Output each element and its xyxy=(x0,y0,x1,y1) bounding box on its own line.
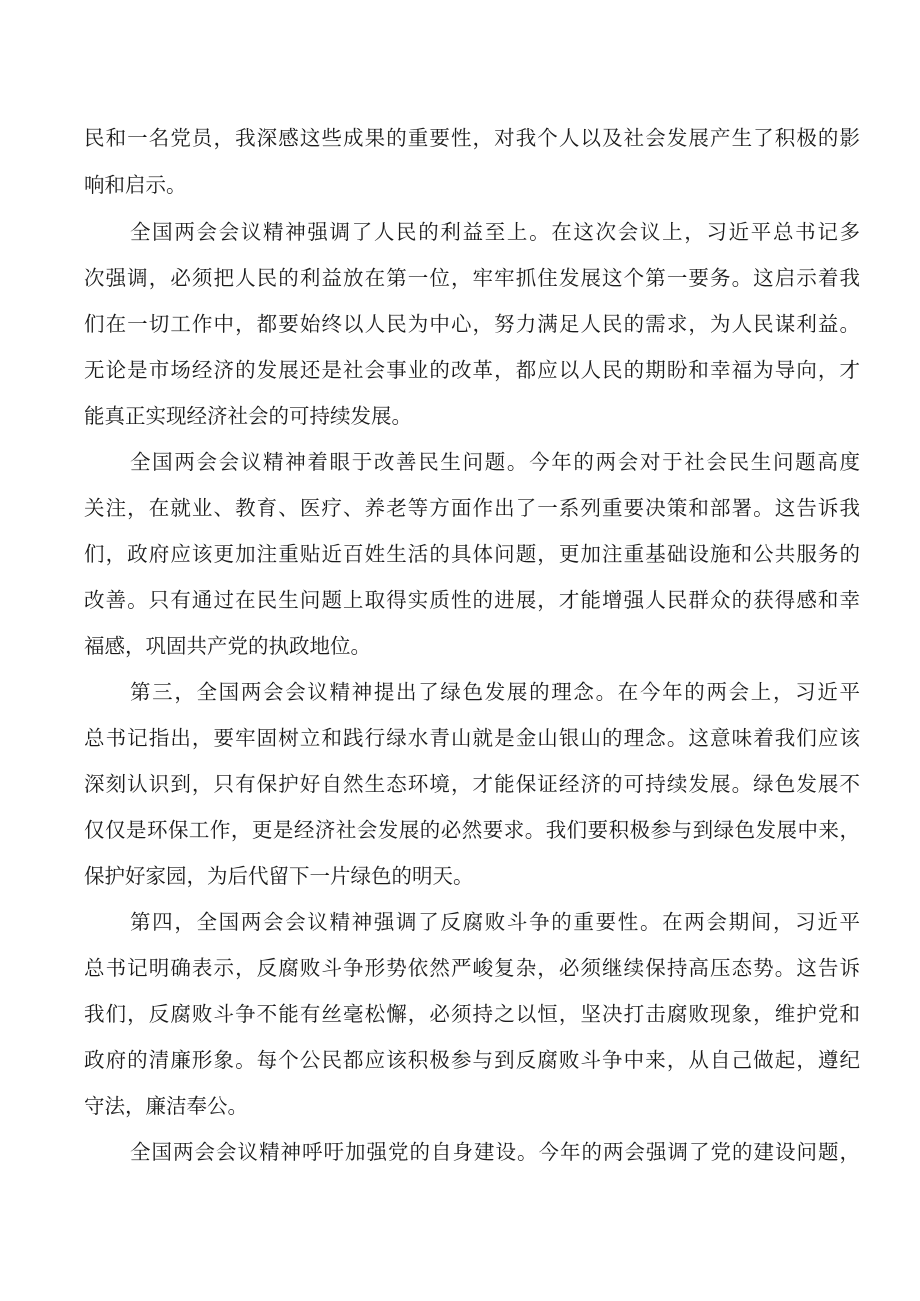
text-line: 深刻认识到，只有保护好自然生态环境，才能保证经济的可持续发展。绿色发展不 xyxy=(84,772,860,796)
paragraph-first-line: 第四，全国两会会议精神强调了反腐败斗争的重要性。在两会期间，习近平 xyxy=(130,910,860,934)
text-line: 总书记明确表示，反腐败斗争形势依然严峻复杂，必须继续保持高压态势。这告诉 xyxy=(84,956,860,980)
text-line: 次强调，必须把人民的利益放在第一位，牢牢抓住发展这个第一要务。这启示着我 xyxy=(84,266,860,290)
text-line: 关注，在就业、教育、医疗、养老等方面作出了一系列重要决策和部署。这告诉我 xyxy=(84,496,860,520)
text-line: 无论是市场经济的发展还是社会事业的改革，都应以人民的期盼和幸福为导向，才 xyxy=(84,358,860,382)
text-line: 们，政府应该更加注重贴近百姓生活的具体问题，更加注重基础设施和公共服务的 xyxy=(84,542,860,566)
text-line: 总书记指出，要牢固树立和践行绿水青山就是金山银山的理念。这意味着我们应该 xyxy=(84,726,860,750)
text-line: 保护好家园，为后代留下一片绿色的明天。 xyxy=(84,864,474,888)
text-line: 改善。只有通过在民生问题上取得实质性的进展，才能增强人民群众的获得感和幸 xyxy=(84,588,860,612)
text-line: 仅仅是环保工作，更是经济社会发展的必然要求。我们要积极参与到绿色发展中来， xyxy=(84,818,860,842)
text-line: 福感，巩固共产党的执政地位。 xyxy=(84,634,371,658)
text-line: 政府的清廉形象。每个公民都应该积极参与到反腐败斗争中来，从自己做起，遵纪 xyxy=(84,1048,860,1072)
text-line: 守法，廉洁奉公。 xyxy=(84,1094,248,1118)
paragraph-first-line: 第三，全国两会会议精神提出了绿色发展的理念。在今年的两会上，习近平 xyxy=(130,680,860,704)
text-line: 响和启示。 xyxy=(84,173,187,197)
text-line: 们在一切工作中，都要始终以人民为中心，努力满足人民的需求，为人民谋利益。 xyxy=(84,312,860,336)
text-line: 民和一名党员，我深感这些成果的重要性，对我个人以及社会发展产生了积极的影 xyxy=(84,126,860,150)
text-line: 我们，反腐败斗争不能有丝毫松懈，必须持之以恒，坚决打击腐败现象，维护党和 xyxy=(84,1002,860,1026)
text-line: 能真正实现经济社会的可持续发展。 xyxy=(84,404,412,428)
paragraph-first-line: 全国两会会议精神着眼于改善民生问题。今年的两会对于社会民生问题高度 xyxy=(130,450,860,474)
paragraph-first-line: 全国两会会议精神呼吁加强党的自身建设。今年的两会强调了党的建设问题， xyxy=(130,1140,860,1164)
paragraph-first-line: 全国两会会议精神强调了人民的利益至上。在这次会议上，习近平总书记多 xyxy=(130,220,860,244)
